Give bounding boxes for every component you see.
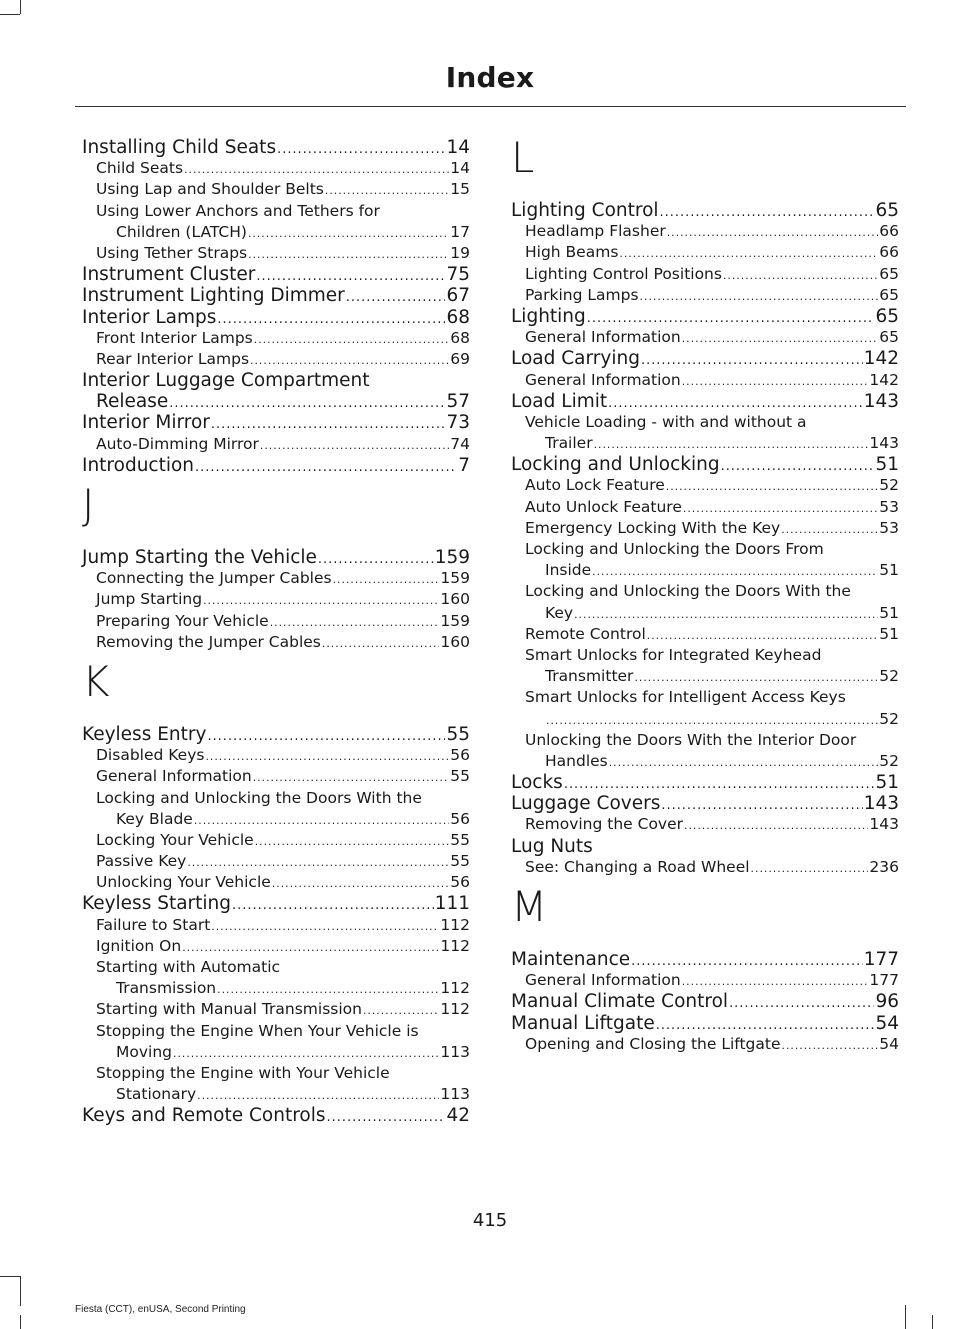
crop-mark-bottom-left-tick xyxy=(20,1315,21,1329)
entry-label: Using Tether Straps xyxy=(96,243,248,262)
index-subentry[interactable] xyxy=(82,434,470,455)
entry-page-number[interactable]: 177 xyxy=(863,949,899,970)
index-entry[interactable] xyxy=(82,412,470,433)
entry-label: Lighting Control Positions xyxy=(525,264,722,283)
dot-leader xyxy=(173,1043,439,1064)
dot-leader xyxy=(197,1085,439,1106)
entry-page-number[interactable]: 112 xyxy=(440,915,470,934)
crop-mark-bottom-left-v xyxy=(20,1276,21,1306)
entry-label: Locking and Unlocking the Doors With the xyxy=(96,788,422,807)
crop-mark-top-left-v xyxy=(20,0,21,14)
entry-page-number[interactable]: 160 xyxy=(440,590,470,609)
entry-page-number[interactable]: 51 xyxy=(875,772,899,794)
dot-leader xyxy=(564,774,875,795)
index-entry[interactable] xyxy=(511,200,899,221)
dot-leader xyxy=(254,329,450,350)
index-subentry[interactable] xyxy=(82,915,470,936)
index-subentry[interactable] xyxy=(511,518,899,539)
entry-label: Keyless Starting xyxy=(82,893,232,915)
dot-leader xyxy=(255,831,450,852)
dot-leader xyxy=(683,498,878,519)
dot-leader xyxy=(684,815,868,836)
entry-page-number[interactable]: 159 xyxy=(434,547,470,568)
dot-leader xyxy=(729,993,874,1014)
dot-leader xyxy=(217,979,439,1000)
title-divider xyxy=(75,106,906,107)
entry-label: Handles xyxy=(545,751,608,770)
entry-label: Key Blade xyxy=(116,809,193,828)
entry-page-number[interactable]: 159 xyxy=(440,569,470,588)
entry-label: Auto-Dimming Mirror xyxy=(96,434,259,453)
entry-label: Lug Nuts xyxy=(511,835,593,857)
dot-leader xyxy=(631,951,863,972)
entry-page-number[interactable]: 15 xyxy=(450,180,470,199)
entry-page-number[interactable]: 142 xyxy=(869,370,899,389)
entry-page-number[interactable]: 68 xyxy=(446,306,470,328)
index-entry[interactable] xyxy=(511,454,899,475)
index-entry[interactable] xyxy=(82,307,470,328)
entry-label: Jump Starting xyxy=(96,590,203,609)
index-entry[interactable] xyxy=(511,348,899,369)
index-subentry-continued[interactable] xyxy=(82,222,470,243)
dot-leader xyxy=(195,457,457,478)
index-subentry xyxy=(511,687,899,708)
dot-leader xyxy=(187,852,449,873)
dot-leader xyxy=(723,265,878,286)
entry-label: Children (LATCH) xyxy=(116,222,247,241)
entry-label: Load Carrying xyxy=(511,348,640,370)
dot-leader xyxy=(327,1107,446,1128)
entry-label: Release xyxy=(96,391,169,413)
entry-label: Manual Liftgate xyxy=(511,1012,655,1034)
dot-leader xyxy=(232,895,434,916)
entry-label: Interior Luggage Compartment xyxy=(82,370,370,392)
dot-leader xyxy=(661,795,862,816)
entry-page-number[interactable]: 236 xyxy=(869,857,899,876)
dot-leader xyxy=(574,604,878,625)
entry-page-number[interactable]: 66 xyxy=(879,243,899,262)
dot-leader xyxy=(587,308,875,329)
entry-label: High Beams xyxy=(525,243,619,262)
entry-label: Locking and Unlocking the Doors From xyxy=(525,540,824,558)
entry-page-number[interactable]: 112 xyxy=(440,979,470,998)
index-subentry[interactable] xyxy=(82,328,470,349)
dot-leader xyxy=(751,858,869,879)
index-entry-continued[interactable] xyxy=(82,391,470,412)
dot-leader xyxy=(781,519,878,540)
entry-label: Keys and Remote Controls xyxy=(82,1105,326,1127)
entry-page-number[interactable]: 74 xyxy=(450,434,470,453)
dot-leader xyxy=(592,561,878,582)
dot-leader xyxy=(256,266,445,287)
entry-page-number[interactable]: 7 xyxy=(458,454,470,476)
dot-leader xyxy=(647,625,879,646)
index-entry[interactable] xyxy=(511,991,899,1012)
entry-label: Installing Child Seats xyxy=(82,137,277,158)
entry-page-number[interactable]: 143 xyxy=(863,793,899,815)
dot-leader xyxy=(253,767,450,788)
entry-label: Locking Your Vehicle xyxy=(96,830,254,849)
index-subentry[interactable] xyxy=(82,179,470,200)
entry-label: Removing the Jumper Cables xyxy=(96,632,321,651)
entry-label: Starting with Manual Transmission xyxy=(96,1000,362,1019)
dot-leader xyxy=(546,710,878,731)
index-subentry-continued[interactable] xyxy=(511,560,899,581)
index-entry[interactable] xyxy=(82,137,470,158)
dot-leader xyxy=(666,476,879,497)
entry-page-number[interactable]: 17 xyxy=(450,222,470,241)
entry-label: Unlocking Your Vehicle xyxy=(96,873,271,892)
entry-label: Vehicle Loading - with and without a xyxy=(525,412,807,431)
entry-label: Transmission xyxy=(116,979,217,998)
index-subentry[interactable] xyxy=(82,936,470,957)
section-letter-j: J xyxy=(82,480,95,529)
entry-label: Instrument Cluster xyxy=(82,264,256,286)
entry-page-number[interactable]: 143 xyxy=(869,815,899,834)
entry-label: General Information xyxy=(96,767,252,786)
index-subentry[interactable] xyxy=(82,349,470,370)
index-entry[interactable] xyxy=(82,724,470,745)
entry-page-number[interactable]: 143 xyxy=(863,390,899,412)
index-entry[interactable] xyxy=(82,547,470,568)
entry-label: Child Seats xyxy=(96,159,184,178)
dot-leader xyxy=(619,243,878,264)
dot-leader xyxy=(250,350,449,371)
page-title: Index xyxy=(445,61,535,94)
entry-label: Locking and Unlocking xyxy=(511,454,720,476)
entry-label: Connecting the Jumper Cables xyxy=(96,569,332,588)
index-subentry xyxy=(82,1063,470,1084)
index-subentry[interactable] xyxy=(511,857,899,878)
entry-page-number[interactable]: 56 xyxy=(450,809,470,828)
entry-page-number[interactable]: 52 xyxy=(879,476,899,495)
entry-page-number[interactable]: 52 xyxy=(879,751,899,770)
entry-page-number[interactable]: 177 xyxy=(869,971,899,990)
entry-label: Load Limit xyxy=(511,390,608,412)
entry-page-number[interactable]: 14 xyxy=(446,137,470,158)
dot-leader xyxy=(272,873,449,894)
index-subentry xyxy=(511,645,899,666)
entry-page-number[interactable]: 56 xyxy=(450,746,470,765)
index-subentry[interactable] xyxy=(511,242,899,263)
entry-label: Auto Lock Feature xyxy=(525,476,665,495)
index-subentry[interactable] xyxy=(511,221,899,242)
index-subentry xyxy=(82,1021,470,1042)
index-subentry[interactable] xyxy=(511,1034,899,1055)
index-subentry[interactable] xyxy=(511,624,899,645)
entry-page-number[interactable]: 73 xyxy=(446,412,470,434)
entry-page-number[interactable]: 159 xyxy=(440,611,470,630)
dot-leader xyxy=(660,202,875,223)
dot-leader xyxy=(194,810,449,831)
dot-leader xyxy=(260,435,449,456)
entry-page-number[interactable]: 51 xyxy=(879,603,899,622)
entry-label: Lighting Control xyxy=(511,200,659,221)
entry-page-number[interactable]: 51 xyxy=(879,624,899,643)
entry-label: Disabled Keys xyxy=(96,746,205,765)
entry-label: Key xyxy=(545,603,574,622)
index-subentry[interactable] xyxy=(82,872,470,893)
dot-leader xyxy=(184,159,449,180)
entry-page-number[interactable]: 55 xyxy=(446,723,470,745)
entry-page-number[interactable]: 111 xyxy=(434,893,470,915)
index-column-left xyxy=(82,137,470,1127)
entry-label: General Information xyxy=(525,971,681,990)
entry-label: Unlocking the Doors With the Interior Door xyxy=(525,730,857,749)
dot-leader xyxy=(318,549,434,570)
entry-label: Parking Lamps xyxy=(525,285,639,304)
entry-page-number[interactable]: 55 xyxy=(450,830,470,849)
dot-leader xyxy=(211,916,439,937)
entry-page-number[interactable]: 56 xyxy=(450,873,470,892)
index-subentry[interactable] xyxy=(511,814,899,835)
entry-label: Stopping the Engine When Your Vehicle is xyxy=(96,1021,419,1040)
index-entry[interactable] xyxy=(511,1013,899,1034)
index-entry[interactable] xyxy=(82,1105,470,1126)
entry-label: Stationary xyxy=(116,1085,197,1104)
index-subentry xyxy=(511,539,899,560)
entry-label: Failure to Start xyxy=(96,915,211,934)
entry-page-number[interactable]: 54 xyxy=(879,1034,899,1053)
entry-page-number[interactable]: 65 xyxy=(879,264,899,283)
index-subentry-continued[interactable] xyxy=(82,809,470,830)
index-entry[interactable] xyxy=(82,455,470,476)
entry-page-number[interactable]: 52 xyxy=(879,709,899,728)
dot-leader xyxy=(322,633,440,654)
index-subentry[interactable] xyxy=(82,589,470,610)
index-entry[interactable] xyxy=(511,793,899,814)
index-subentry[interactable] xyxy=(82,611,470,632)
entry-label: Auto Unlock Feature xyxy=(525,497,682,516)
dot-leader xyxy=(682,371,869,392)
index-entry[interactable] xyxy=(511,772,899,793)
entry-label: Passive Key xyxy=(96,852,187,871)
crop-mark-top-left-h xyxy=(0,14,20,15)
index-subentry xyxy=(511,730,899,751)
entry-page-number[interactable]: 67 xyxy=(446,285,470,307)
dot-leader xyxy=(608,393,863,414)
dot-leader xyxy=(667,222,879,243)
entry-page-number[interactable]: 75 xyxy=(446,264,470,286)
index-subentry xyxy=(511,581,899,602)
entry-label: Ignition On xyxy=(96,936,182,955)
entry-label: Using Lower Anchors and Tethers for xyxy=(96,201,380,220)
index-subentry[interactable] xyxy=(82,632,470,653)
entry-label: Manual Climate Control xyxy=(511,991,729,1013)
entry-page-number[interactable]: 69 xyxy=(450,349,470,368)
entry-label: Lighting xyxy=(511,305,586,327)
dot-leader xyxy=(363,1000,439,1021)
index-subentry[interactable] xyxy=(82,243,470,264)
dot-leader xyxy=(640,286,879,307)
entry-label: Preparing Your Vehicle xyxy=(96,611,269,630)
dot-leader xyxy=(205,746,449,767)
entry-page-number[interactable]: 66 xyxy=(879,222,899,241)
index-subentry-continued[interactable] xyxy=(511,603,899,624)
index-subentry-continued[interactable] xyxy=(511,433,899,454)
entry-page-number[interactable]: 57 xyxy=(446,391,470,413)
index-subentry[interactable] xyxy=(82,158,470,179)
section-letter-l: L xyxy=(511,133,535,182)
dot-leader xyxy=(248,244,449,265)
entry-label: Transmitter xyxy=(545,667,634,686)
page-number: 415 xyxy=(472,1210,508,1231)
entry-page-number[interactable]: 52 xyxy=(879,667,899,686)
dot-leader xyxy=(346,287,446,308)
index-subentry xyxy=(511,412,899,433)
crop-mark-bottom-right-tick-1 xyxy=(932,1315,933,1329)
entry-label: See: Changing a Road Wheel xyxy=(525,857,750,876)
entry-page-number[interactable]: 51 xyxy=(879,561,899,580)
entry-page-number[interactable]: 55 xyxy=(450,852,470,871)
entry-label: Opening and Closing the Liftgate xyxy=(525,1034,781,1053)
dot-leader xyxy=(656,1015,875,1036)
index-subentry[interactable] xyxy=(82,568,470,589)
index-subentry[interactable] xyxy=(511,497,899,518)
section-letter-k: K xyxy=(82,656,110,706)
index-subentry[interactable] xyxy=(511,970,899,991)
entry-label: Interior Lamps xyxy=(82,306,217,328)
entry-page-number[interactable]: 54 xyxy=(875,1012,899,1034)
entry-label: Luggage Covers xyxy=(511,793,661,815)
section-letter-m: M xyxy=(511,882,548,931)
entry-page-number[interactable]: 53 xyxy=(879,518,899,537)
entry-label: Interior Mirror xyxy=(82,412,210,434)
entry-page-number[interactable]: 68 xyxy=(450,328,470,347)
dot-leader xyxy=(682,328,879,349)
entry-page-number[interactable]: 65 xyxy=(875,305,899,327)
entry-label: Trailer xyxy=(545,434,593,453)
index-entry[interactable] xyxy=(82,893,470,914)
entry-label: Rear Interior Lamps xyxy=(96,349,250,368)
entry-label: Instrument Lighting Dimmer xyxy=(82,285,345,307)
entry-page-number[interactable]: 143 xyxy=(869,434,899,453)
dot-leader xyxy=(248,223,449,244)
index-entry xyxy=(82,370,470,391)
entry-page-number[interactable]: 51 xyxy=(875,454,899,476)
entry-page-number[interactable]: 42 xyxy=(446,1105,470,1127)
index-subentry-continued[interactable] xyxy=(511,709,899,730)
entry-page-number[interactable]: 53 xyxy=(879,497,899,516)
dot-leader xyxy=(270,612,440,633)
index-subentry xyxy=(82,957,470,978)
entry-label: Starting with Automatic xyxy=(96,958,281,976)
entry-label: Introduction xyxy=(82,454,195,476)
index-entry[interactable] xyxy=(82,264,470,285)
index-subentry-continued[interactable] xyxy=(82,1084,470,1105)
index-subentry-continued[interactable] xyxy=(511,751,899,772)
index-subentry[interactable] xyxy=(511,475,899,496)
index-subentry[interactable] xyxy=(82,999,470,1020)
entry-label: Keyless Entry xyxy=(82,723,207,745)
index-subentry[interactable] xyxy=(511,264,899,285)
entry-page-number[interactable]: 160 xyxy=(440,632,470,651)
index-entry xyxy=(511,836,899,857)
entry-page-number[interactable]: 19 xyxy=(450,243,470,262)
entry-label: General Information xyxy=(525,328,681,347)
dot-leader xyxy=(634,667,878,688)
index-subentry[interactable] xyxy=(82,766,470,787)
entry-label: Smart Unlocks for Integrated Keyhead xyxy=(525,645,822,664)
dot-leader xyxy=(217,309,445,330)
dot-leader xyxy=(325,180,449,201)
entry-label: Locks xyxy=(511,772,563,794)
entry-page-number[interactable]: 65 xyxy=(875,200,899,221)
entry-page-number[interactable]: 112 xyxy=(440,1000,470,1019)
entry-label: Inside xyxy=(545,561,592,580)
index-subentry[interactable] xyxy=(511,285,899,306)
entry-label: Maintenance xyxy=(511,949,631,970)
entry-page-number[interactable]: 14 xyxy=(450,159,470,178)
index-subentry xyxy=(82,201,470,222)
index-subentry[interactable] xyxy=(511,370,899,391)
index-entry[interactable] xyxy=(82,285,470,306)
entry-label: General Information xyxy=(525,370,681,389)
entry-label: Stopping the Engine with Your Vehicle xyxy=(96,1063,390,1082)
dot-leader xyxy=(594,434,869,455)
entry-label: Smart Unlocks for Intelligent Access Keys xyxy=(525,688,846,707)
entry-label: Locking and Unlocking the Doors With the xyxy=(525,582,851,601)
entry-page-number[interactable]: 142 xyxy=(863,348,899,370)
entry-page-number[interactable]: 55 xyxy=(450,767,470,786)
entry-label: Moving xyxy=(116,1042,172,1061)
dot-leader xyxy=(203,590,439,611)
footer-printing-info: Fiesta (CCT), enUSA, Second Printing xyxy=(75,1304,246,1315)
index-entry[interactable] xyxy=(511,391,899,412)
entry-page-number[interactable]: 112 xyxy=(440,936,470,955)
entry-label: Using Lap and Shoulder Belts xyxy=(96,180,324,199)
index-subentry[interactable] xyxy=(82,851,470,872)
dot-leader xyxy=(641,350,863,371)
entry-label: Front Interior Lamps xyxy=(96,328,253,347)
index-subentry[interactable] xyxy=(511,327,899,348)
entry-label: Jump Starting the Vehicle xyxy=(82,547,317,568)
entry-label: Headlamp Flasher xyxy=(525,222,666,241)
index-subentry[interactable] xyxy=(82,830,470,851)
index-entry[interactable] xyxy=(511,949,899,970)
dot-leader xyxy=(721,456,875,477)
dot-leader xyxy=(182,937,439,958)
dot-leader xyxy=(782,1035,879,1056)
dot-leader xyxy=(207,726,445,747)
index-column-right xyxy=(511,133,899,1055)
index-subentry-continued[interactable] xyxy=(82,978,470,999)
entry-page-number[interactable]: 96 xyxy=(875,991,899,1013)
index-subentry-continued[interactable] xyxy=(82,1042,470,1063)
index-subentry-continued[interactable] xyxy=(511,666,899,687)
dot-leader xyxy=(333,569,440,590)
entry-label: Remote Control xyxy=(525,624,646,643)
index-subentry xyxy=(82,788,470,809)
dot-leader xyxy=(211,414,446,435)
dot-leader xyxy=(682,971,869,992)
entry-page-number[interactable]: 65 xyxy=(879,328,899,347)
entry-label: Emergency Locking With the Key xyxy=(525,518,781,537)
crop-mark-bottom-right-tick-2 xyxy=(905,1305,906,1329)
entry-label: Removing the Cover xyxy=(525,815,684,834)
index-subentry[interactable] xyxy=(82,745,470,766)
dot-leader xyxy=(609,752,879,773)
dot-leader xyxy=(277,139,445,160)
entry-page-number[interactable]: 113 xyxy=(440,1042,470,1061)
crop-mark-bottom-left-h xyxy=(0,1276,20,1277)
entry-page-number[interactable]: 113 xyxy=(440,1085,470,1104)
dot-leader xyxy=(169,393,445,414)
entry-page-number[interactable]: 65 xyxy=(879,285,899,304)
index-entry[interactable] xyxy=(511,306,899,327)
